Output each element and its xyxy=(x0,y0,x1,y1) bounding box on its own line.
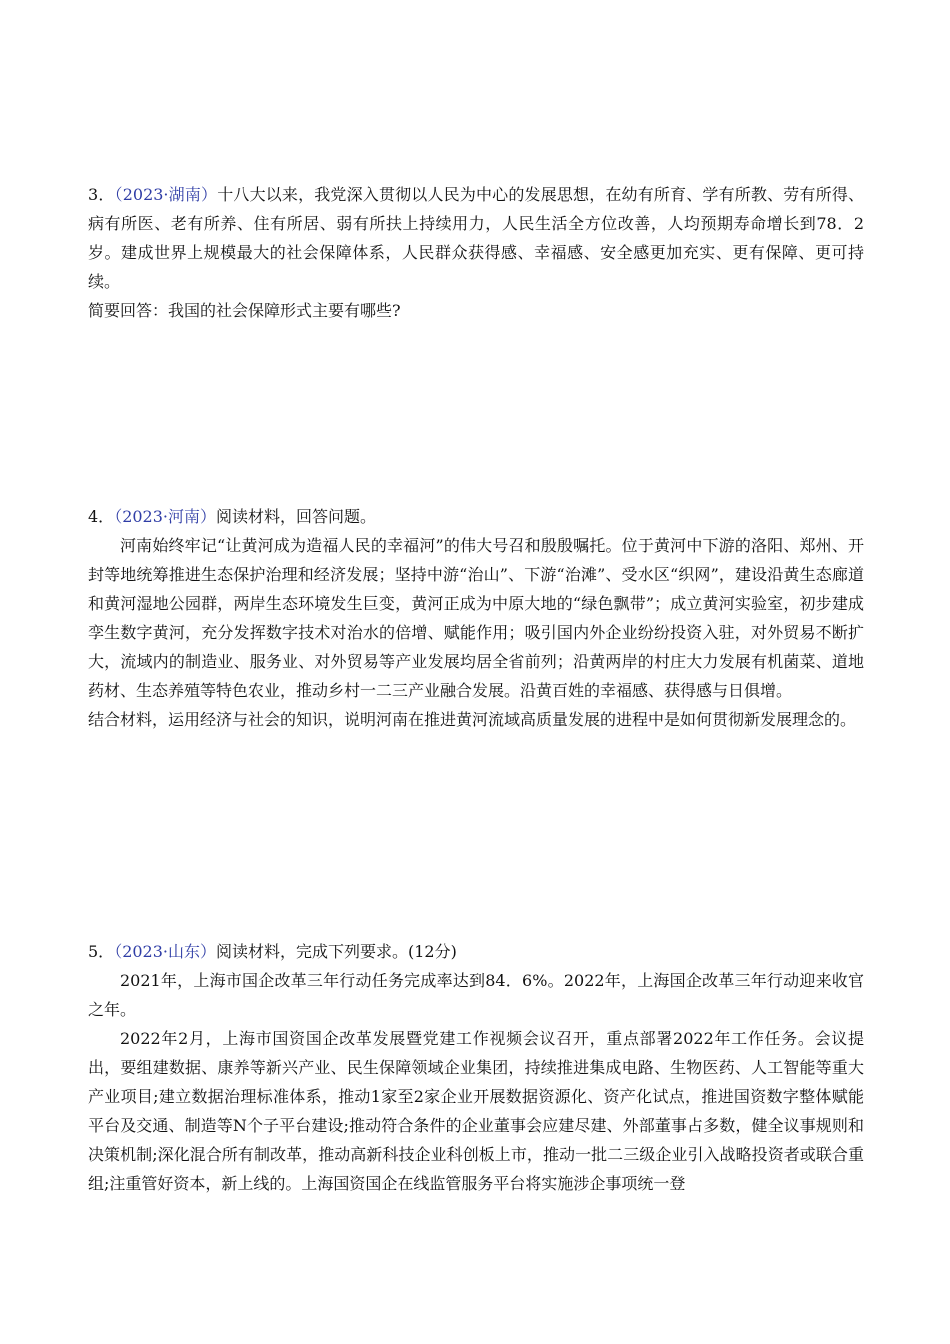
question-prompt: 简要回答：我国的社会保障形式主要有哪些? xyxy=(88,301,401,320)
question-number: 5． xyxy=(88,942,115,961)
question-5 xyxy=(88,937,864,1198)
question-source: （2023·山东） xyxy=(114,942,216,961)
question-intro: 阅读材料，完成下列要求。(12分) xyxy=(216,942,457,961)
material-paragraph: 2021年，上海市国企改革三年行动任务完成率达到84．6%。2022年，上海国企改革三年行动迎来收官之年。 xyxy=(88,971,864,1019)
question-number: 4． xyxy=(88,507,115,526)
question-3 xyxy=(88,180,864,325)
question-text: 十八大以来，我党深入贯彻以人民为中心的发展思想，在幼有所育、学有所教、劳有所得、病有所医、老有所养、住有所居、弱有所扶上持续用力，人民生活全方位改善，人均预期寿命增长到78．2岁。建成世界上规模最大的社会保障体系，人民群众获得感、幸福感、安全感更加充实、更有保障、更可持续。 xyxy=(88,185,864,291)
question-number: 3． xyxy=(88,185,115,204)
material-paragraph: 河南始终牢记“让黄河成为造福人民的幸福河”的伟大号召和殷殷嘱托。位于黄河中下游的洛阳、郑州、开封等地统筹推进生态保护治理和经济发展；坚持中游“治山”、下游“治滩”、受水区“织网”，建设沿黄生态廊道和黄河湿地公园群，两岸生态环境发生巨变，黄河正成为中原大地的“绿色飘带”；成立黄河实验室，初步建成孪生数字黄河，充分发挥数字技术对治水的倍增、赋能作用；吸引国内外企业纷纷投资入驻，对外贸易不断扩大，流域内的制造业、服务业、对外贸易等产业发展均居全省前列；沿黄两岸的村庄大力发展有机菌菜、道地药材、生态养殖等特色农业，推动乡村一二三产业融合发展。沿黄百姓的幸福感、获得感与日俱增。 xyxy=(88,536,864,700)
question-intro: 阅读材料，回答问题。 xyxy=(216,507,377,526)
question-5-header xyxy=(88,937,864,966)
material-paragraph: 2022年2月，上海市国资国企改革发展暨党建工作视频会议召开，重点部署2022年工作任务。会议提出，要组建数据、康养等新兴产业、民生保障领域企业集团，持续推进集成电路、生物医药、人工智能等重大产业项目;建立数据治理标准体系，推动1家至2家企业开展数据资源化、资产化试点，推进国资数字整体赋能平台及交通、制造等N个子平台建设;推动符合条件的企业董事会应建尽建、外部董事占多数，健全议事规则和决策机制;深化混合所有制改革，推动高新科技企业科创板上市，推动一批二三级企业引入战略投资者或联合重组;注重管好资本，新上线的。上海国资国企在线监管服务平台将实施涉企事项统一登 xyxy=(88,1029,864,1193)
question-4-header xyxy=(88,502,864,531)
question-source: （2023·河南） xyxy=(114,507,216,526)
question-4 xyxy=(88,502,864,734)
question-source: （2023·湖南） xyxy=(114,185,218,204)
question-prompt: 结合材料，运用经济与社会的知识，说明河南在推进黄河流域高质量发展的进程中是如何贯彻新发展理念的。 xyxy=(88,710,857,729)
question-3-body xyxy=(88,180,864,296)
